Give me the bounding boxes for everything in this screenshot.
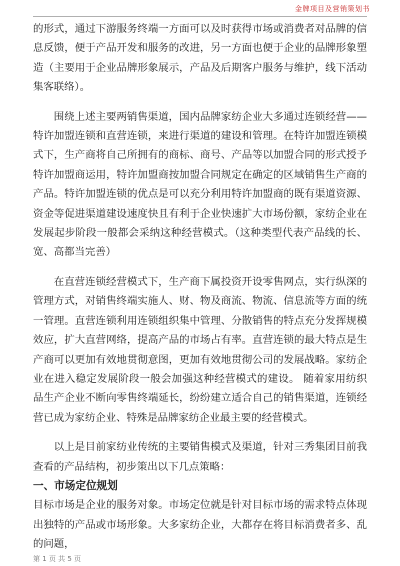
section-heading: 一、市场定位规划	[33, 479, 118, 492]
paragraph-gap	[33, 263, 367, 273]
paragraph-continued: 的形式，通过下游服务终端一方面可以及时获得市场或消费者对品牌的信息反馈，便于产品开发和服务的改进，另一方面也便于企业的品牌形象塑造（主要用于企业品牌形象展示，产品及后期客户服务与维护，线下活动集客联络）。	[33, 23, 367, 94]
paragraph-gap	[33, 98, 367, 108]
paragraph-direct-chain: 在直营连锁经营模式下，生产商下属投资开设零售网点，实行纵深的管理方式，对销售终端实施人、财、物及商流、物流、信息流等方面的统一管理。直营连锁利用连锁组织集中管理、分散销售的特点充分发挥规模效应，扩大直营网络，提高产品的市场占有率。直营连锁的最大特点是生产商可以更加有效地贯彻意图，更加有效地贯彻公司的发展战略。家纺企业在进入稳定发展阶段一般会加强这种经营模式的建设。 随着家用纺织品生产企业不断向零售终端延长，纷纷建立适合自己的销售渠道，连锁经营已成为家纺企业、特殊是品牌家纺企业最主要的经营模式。	[33, 275, 367, 424]
section-body: 目标市场是企业的服务对象。市场定位就是针对目标市场的需求特点体现出独特的产品或市场形象。大多家纺企业，大都存在将目标消费者多、乱的问题，	[33, 499, 367, 551]
paragraph-summary: 以上是目前家纺业传统的主要销售模式及渠道，针对三秀集团目前我查看的产品结构，初步策出以下几点策略：	[33, 441, 367, 473]
paragraph-gap	[33, 428, 367, 438]
header-rule	[33, 16, 367, 17]
paragraph-chain-overview: 围绕上述主要两销售渠道，国内品牌家纺企业大多通过连锁经营——特许加盟连锁和直营连锁，来进行渠道的建设和管理。在特许加盟连锁模式下，生产商将自己所拥有的商标、商号、产品等以加盟合同的形式授予特许加盟商运用，特许加盟商按加盟合同规定在确定的区域销售生产商的产品。特许加盟连锁的优点是可以充分利用特许加盟商的既有渠道资源、资金等促进渠道建设速度快且有利于企业快速扩大市场份额，家纺企业在发展起步阶段一般都会采纳这种经营模式。（这种类型代表产品线的长、宽、高都当完善）	[33, 110, 367, 259]
page-footer: 第 1 页 共 5 页	[33, 555, 82, 563]
header-watermark: 金牌项目及营销策划书	[295, 5, 370, 13]
document-body	[33, 20, 367, 555]
